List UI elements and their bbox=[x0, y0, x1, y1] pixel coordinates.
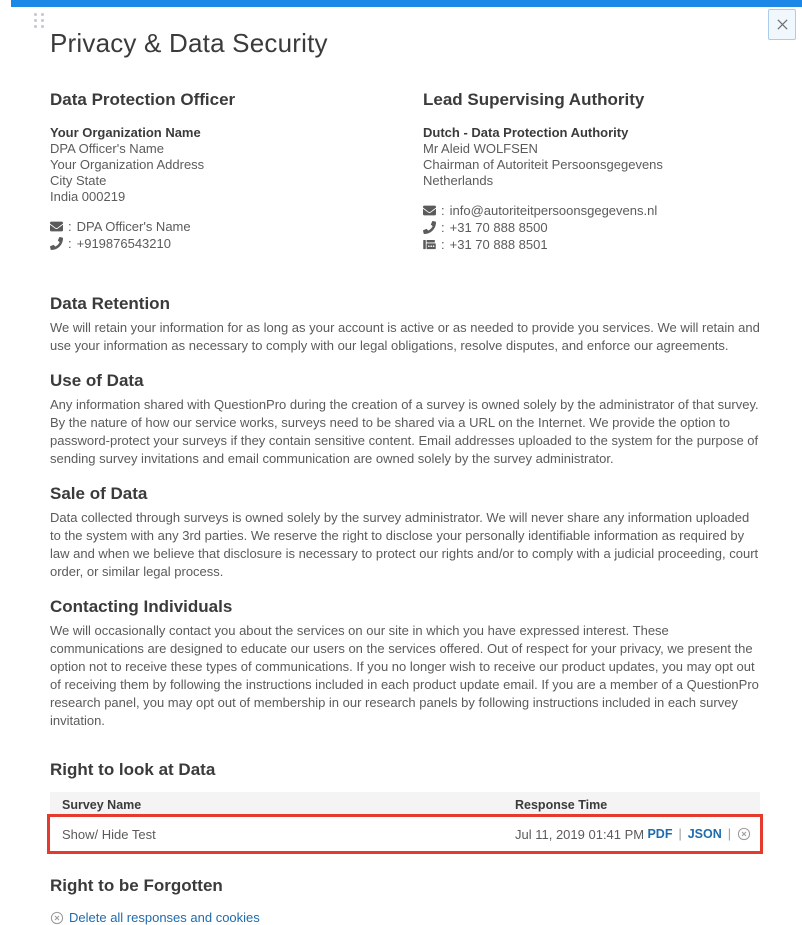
action-separator: | bbox=[727, 827, 731, 841]
authority-heading: Lead Supervising Authority bbox=[423, 90, 645, 109]
delete-all-link[interactable]: Delete all responses and cookies bbox=[69, 910, 260, 925]
delete-all-line bbox=[50, 910, 760, 925]
section-heading: Data Retention bbox=[50, 294, 170, 313]
dpo-address: Your Organization Address bbox=[50, 157, 205, 172]
authority-country: Netherlands bbox=[423, 173, 494, 188]
dpo-heading: Data Protection Officer bbox=[50, 90, 236, 109]
drag-dot bbox=[34, 13, 37, 16]
delete-response-icon[interactable] bbox=[737, 827, 751, 841]
section-right-to-look-at-data bbox=[50, 759, 760, 854]
json-download-link[interactable]: JSON bbox=[687, 827, 722, 841]
drag-dot bbox=[41, 13, 44, 16]
pdf-download-link[interactable]: PDF bbox=[647, 827, 673, 841]
circle-x-icon bbox=[737, 827, 751, 841]
column-header-response-time: Response Time bbox=[515, 798, 608, 812]
close-button[interactable] bbox=[768, 9, 796, 40]
responses-table bbox=[50, 792, 760, 854]
page-title: Privacy & Data Security bbox=[50, 28, 328, 58]
table-section-heading: Right to look at Data bbox=[50, 760, 216, 779]
drag-dot bbox=[41, 25, 44, 28]
cell-response-time: Jul 11, 2019 01:41 PM bbox=[515, 826, 645, 842]
authority-phone-line: : +31 70 888 8500 bbox=[423, 219, 760, 236]
section-data-retention bbox=[50, 293, 760, 355]
section-use-of-data bbox=[50, 370, 760, 468]
dpo-email-value: DPA Officer's Name bbox=[76, 219, 191, 234]
modal-top-accent-bar bbox=[11, 0, 802, 7]
drag-dot bbox=[34, 19, 37, 22]
circle-x-icon bbox=[50, 911, 64, 925]
delete-all-icon[interactable] bbox=[50, 911, 64, 925]
contacts-columns bbox=[50, 89, 760, 253]
authority-contact-block bbox=[423, 202, 760, 253]
authority-fax-line: : +31 70 888 8501 bbox=[423, 236, 760, 253]
forgotten-heading: Right to be Forgotten bbox=[50, 876, 223, 895]
drag-dot bbox=[34, 25, 37, 28]
phone-icon bbox=[50, 237, 63, 250]
section-heading: Sale of Data bbox=[50, 484, 148, 503]
dpo-officer-name: DPA Officer's Name bbox=[50, 141, 164, 156]
section-sale-of-data bbox=[50, 483, 760, 581]
envelope-icon bbox=[50, 220, 63, 233]
dpo-city-state: City State bbox=[50, 173, 107, 188]
cell-survey-name: Show/ Hide Test bbox=[62, 826, 156, 842]
section-right-to-be-forgotten bbox=[50, 875, 760, 925]
authority-fax-value: +31 70 888 8501 bbox=[449, 237, 548, 252]
authority-section bbox=[423, 89, 760, 253]
column-header-survey-name: Survey Name bbox=[62, 798, 142, 812]
cell-actions bbox=[647, 827, 751, 841]
envelope-icon bbox=[423, 204, 436, 217]
phone-icon bbox=[423, 221, 436, 234]
authority-contact-person: Mr Aleid WOLFSEN bbox=[423, 141, 538, 156]
action-separator: | bbox=[678, 827, 682, 841]
drag-handle-icon[interactable] bbox=[34, 13, 44, 28]
dpo-phone-value: +919876543210 bbox=[76, 236, 171, 251]
authority-org-name: Dutch - Data Protection Authority bbox=[423, 125, 629, 140]
authority-email-line: : info@autoriteitpersoonsgegevens.nl bbox=[423, 202, 760, 219]
section-body: Data collected through surveys is owned solely by the survey administrator. We will never share any information uploaded to the system with any 3rd parties. We reserve the right to disclose your personally identifiable information as required by law and when we believe that disclosure is necessary to protect our rights and/or to comply with a judicial proceeding, court order, or similar legal process. bbox=[50, 510, 759, 579]
authority-contact-title: Chairman of Autoriteit Persoonsgegevens bbox=[423, 157, 663, 172]
dpo-phone-line: : +919876543210 bbox=[50, 235, 423, 252]
drag-dot bbox=[41, 19, 44, 22]
authority-phone-value: +31 70 888 8500 bbox=[449, 220, 548, 235]
section-body: Any information shared with QuestionPro during the creation of a survey is owned solely by the administrator of that survey. By the nature of how our service works, surveys need to be shared via a URL on the Internet. We provide the option to password-protect your surveys if they contain sensitive content. Email addresses uploaded to the system for the purpose of sending survey invitations and email communication are owned solely by the survey administrator. bbox=[50, 397, 759, 466]
dpo-section bbox=[50, 89, 423, 253]
section-heading: Use of Data bbox=[50, 371, 144, 390]
dpo-email-line: : DPA Officer's Name bbox=[50, 218, 423, 235]
fax-icon bbox=[423, 238, 436, 251]
section-body: We will retain your information for as long as your account is active or as needed to provide you services. We will retain and use your information as necessary to comply with our legal obligations, resolve disputes, and enforce our agreements. bbox=[50, 320, 760, 353]
section-body: We will occasionally contact you about the services on our site in which you have expressed interest. These communications are designed to educate our users on the services offered. Out of respect for your privacy, we present the option not to receive these types of communications. If you no longer wish to receive our product updates, you may opt out of receiving them by following the instructions included in each product update email. If you are a member of a QuestionPro research panel, you may opt out of membership in our research panels by following instructions included in each survey invitation. bbox=[50, 623, 759, 728]
authority-email-value: info@autoriteitpersoonsgegevens.nl bbox=[449, 203, 658, 218]
table-row-highlighted bbox=[47, 814, 763, 854]
section-contacting-individuals bbox=[50, 596, 760, 730]
section-heading: Contacting Individuals bbox=[50, 597, 233, 616]
dpo-contact-block bbox=[50, 218, 423, 252]
close-icon bbox=[776, 18, 789, 31]
dpo-org-name: Your Organization Name bbox=[50, 125, 201, 140]
dpo-country-zip: India 000219 bbox=[50, 189, 126, 204]
